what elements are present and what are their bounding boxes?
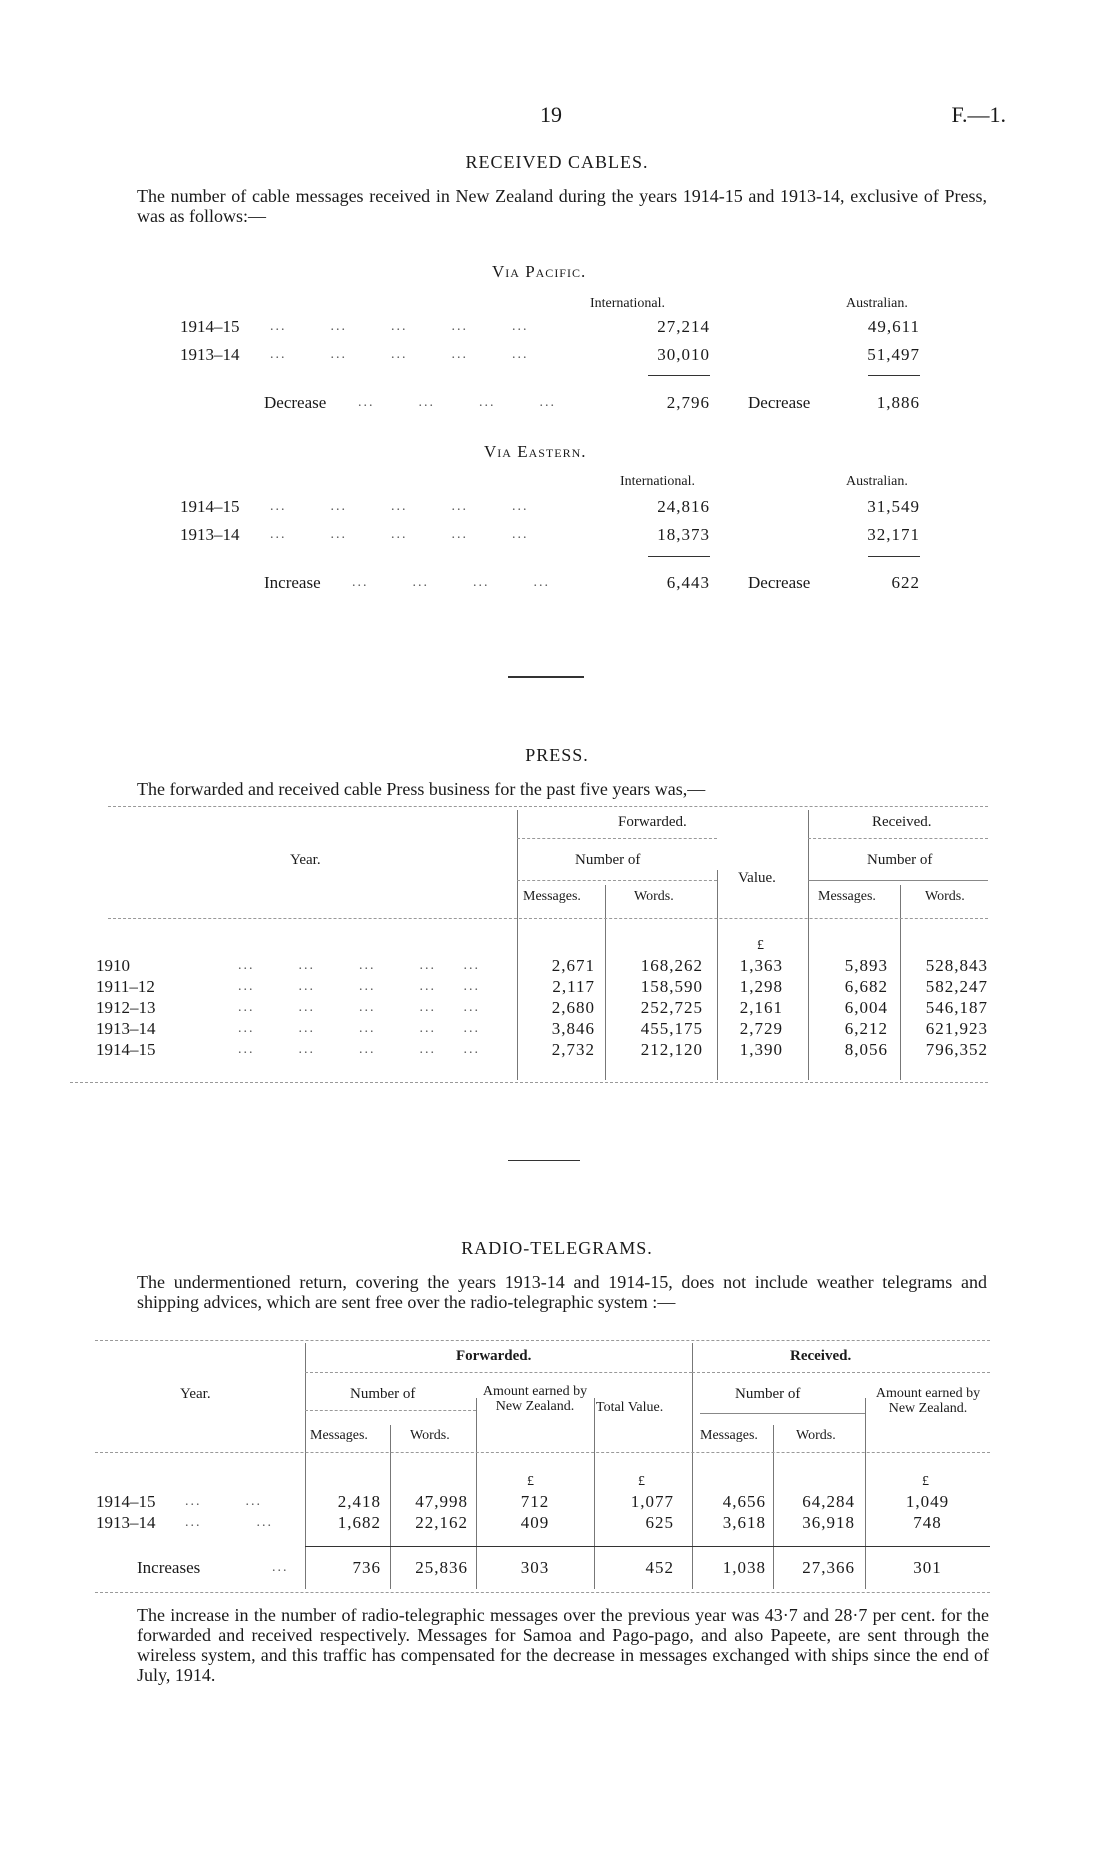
radio-received-header: Received.: [790, 1348, 852, 1364]
leader-dots: ... ... ... ... ...: [238, 958, 480, 973]
press-year-cell: 1910: [96, 956, 130, 975]
radio-fwd-messages-cell: 1,682: [337, 1513, 381, 1532]
table-top-rule: [95, 1340, 990, 1341]
leader-dots: ... ...: [185, 1515, 273, 1530]
press-fwd-messages-cell: 2,732: [551, 1040, 595, 1059]
sum-rule: [868, 375, 920, 376]
eastern-row-year: 1914–15: [180, 497, 240, 516]
header-rule: [305, 1372, 692, 1373]
press-number-of-header: Number of: [575, 852, 641, 868]
radio-rec-words-cell: 36,918: [802, 1513, 855, 1532]
press-fwd-words-cell: 158,590: [640, 977, 703, 996]
eastern-heading: Via Eastern.: [484, 442, 587, 461]
press-fwd-messages-cell: 2,680: [551, 998, 595, 1017]
press-value-cell: 1,363: [739, 956, 783, 975]
eastern-international-value: 18,373: [657, 525, 710, 544]
table-bottom-rule: [70, 1082, 988, 1083]
press-value-cell: 1,298: [739, 977, 783, 996]
radio-increases-label: Increases: [137, 1558, 201, 1577]
radio-rec-amount-cell: 1,049: [905, 1492, 950, 1511]
press-fwd-words-cell: 212,120: [640, 1040, 703, 1059]
press-fwd-messages-cell: 3,846: [551, 1019, 595, 1038]
radio-rec-messages-cell: 3,618: [722, 1513, 766, 1532]
pacific-australian-value: 49,611: [867, 317, 920, 336]
press-rec-words-cell: 546,187: [925, 998, 988, 1017]
pacific-total-australian: 1,886: [876, 393, 920, 412]
header-bottom-rule: [108, 918, 988, 919]
press-fwd-words-cell: 252,725: [640, 998, 703, 1017]
radio-year-cell: 1914–15: [96, 1492, 156, 1511]
radio-increase-amount: 303: [520, 1558, 550, 1577]
header-rule: [517, 838, 717, 839]
press-value-cell: 2,729: [739, 1019, 783, 1038]
pacific-international-value: 27,214: [657, 317, 710, 336]
radio-received-messages-header: Messages.: [700, 1428, 758, 1443]
header-rule: [305, 1410, 476, 1411]
press-value-cell: 2,161: [739, 998, 783, 1017]
column-rule: [692, 1343, 693, 1589]
press-year-header: Year.: [290, 852, 321, 868]
leader-dots: ... ... ... ... ...: [238, 1000, 480, 1015]
radio-rec-words-cell: 64,284: [802, 1492, 855, 1511]
radio-closing-paragraph: The increase in the number of radio-telegraphic messages over the previous year was 43·7 and 28·7 per cent. for the forwarded and received respectively. Messages for Samoa and Pago-pago, and also Papeete, are sent through the wireless system, and this traffic has compensated for the decrease in messages exchanged with ships since the end of July, 1914.: [137, 1605, 989, 1685]
press-year-cell: 1914–15: [96, 1040, 156, 1059]
radio-fwd-words-cell: 22,162: [415, 1513, 468, 1532]
section-divider: [508, 676, 584, 678]
press-rec-words-cell: 621,923: [925, 1019, 988, 1038]
press-fwd-words-cell: 168,262: [640, 956, 703, 975]
column-rule: [305, 1343, 306, 1589]
eastern-total-label2: Decrease: [748, 573, 811, 592]
radio-increase-fwd-words: 25,836: [415, 1558, 468, 1577]
leader-dots: ... ... ... ...: [352, 575, 550, 590]
header-rule: [808, 838, 988, 839]
leader-dots: ... ... ... ... ...: [238, 1021, 480, 1036]
press-received-messages-header: Messages.: [818, 889, 876, 904]
press-words-header: Words.: [634, 889, 674, 904]
press-title: PRESS.: [525, 745, 589, 765]
pacific-heading: Via Pacific.: [492, 262, 587, 281]
eastern-international-value: 24,816: [657, 497, 710, 516]
pacific-row-year: 1914–15: [180, 317, 240, 336]
sum-rule: [868, 556, 920, 557]
radio-total-value-header: Total Value.: [596, 1400, 664, 1415]
radio-amount-cell: 409: [520, 1513, 550, 1532]
radio-received-words-header: Words.: [796, 1428, 836, 1443]
currency-symbol: £: [922, 1474, 929, 1489]
press-forwarded-header: Forwarded.: [618, 814, 687, 830]
radio-total-value-cell: 1,077: [630, 1492, 674, 1511]
radio-amount-cell: 712: [520, 1492, 550, 1511]
leader-dots: ... ... ... ... ...: [270, 499, 529, 514]
pacific-row-year: 1913–14: [180, 345, 240, 364]
eastern-total-international: 6,443: [666, 573, 710, 592]
press-rec-messages-cell: 5,893: [844, 956, 888, 975]
leader-dots: ...: [272, 1560, 289, 1575]
table-top-rule: [108, 806, 988, 807]
radio-rec-messages-cell: 4,656: [722, 1492, 766, 1511]
radio-messages-header: Messages.: [310, 1428, 368, 1443]
press-messages-header: Messages.: [523, 889, 581, 904]
pacific-total-label2: Decrease: [748, 393, 811, 412]
eastern-australian-value: 32,171: [867, 525, 920, 544]
received-cables-intro: The number of cable messages received in New Zealand during the years 1914-15 and 1913-14, exclusive of Press, was as follows:—: [137, 186, 987, 226]
press-rec-messages-cell: 6,212: [844, 1019, 888, 1038]
radio-year-header: Year.: [180, 1386, 211, 1402]
radio-fwd-messages-cell: 2,418: [337, 1492, 381, 1511]
page-number: 19: [540, 102, 562, 127]
sum-rule: [305, 1546, 990, 1547]
currency-symbol: £: [527, 1474, 534, 1489]
header-rule: [517, 880, 717, 881]
press-year-cell: 1913–14: [96, 1019, 156, 1038]
currency-symbol: £: [638, 1474, 645, 1489]
radio-words-header: Words.: [410, 1428, 450, 1443]
eastern-australian-value: 31,549: [867, 497, 920, 516]
header-bottom-rule: [95, 1452, 990, 1453]
press-received-words-header: Words.: [925, 889, 965, 904]
pacific-col-international: International.: [590, 296, 666, 311]
press-rec-words-cell: 796,352: [925, 1040, 988, 1059]
pacific-international-value: 30,010: [657, 345, 710, 364]
press-rec-words-cell: 582,247: [925, 977, 988, 996]
radio-intro: The undermentioned return, covering the years 1913-14 and 1914-15, does not include weather telegrams and shipping advices, which are sent free over the radio-telegraphic system :—: [137, 1272, 987, 1312]
press-fwd-words-cell: 455,175: [640, 1019, 703, 1038]
pacific-australian-value: 51,497: [867, 345, 920, 364]
press-fwd-messages-cell: 2,117: [552, 977, 595, 996]
leader-dots: ... ... ... ... ...: [238, 1042, 480, 1057]
radio-forwarded-header: Forwarded.: [456, 1348, 532, 1364]
radio-increase-total-value: 452: [645, 1558, 674, 1577]
radio-total-value-cell: 625: [645, 1513, 674, 1532]
press-year-cell: 1912–13: [96, 998, 156, 1017]
press-rec-messages-cell: 6,004: [844, 998, 888, 1017]
press-value-cell: 1,390: [739, 1040, 783, 1059]
received-cables-title: RECEIVED CABLES.: [465, 152, 649, 172]
eastern-total-label: Increase: [264, 573, 321, 592]
press-intro: The forwarded and received cable Press business for the past five years was,—: [137, 779, 706, 799]
press-rec-messages-cell: 8,056: [844, 1040, 888, 1059]
leader-dots: ... ... ... ... ...: [270, 527, 529, 542]
header-rule: [808, 880, 988, 881]
radio-increase-rec-messages: 1,038: [722, 1558, 766, 1577]
radio-number-of-received-header: Number of: [735, 1386, 801, 1402]
press-fwd-messages-cell: 2,671: [551, 956, 595, 975]
pacific-total-label: Decrease: [264, 393, 327, 412]
document-code: F.—1.: [951, 102, 1006, 127]
radio-title: RADIO-TELEGRAMS.: [461, 1238, 653, 1258]
pacific-col-australian: Australian.: [846, 296, 908, 311]
table-bottom-rule: [95, 1592, 990, 1593]
press-value-header: Value.: [738, 870, 776, 886]
radio-increase-fwd-messages: 736: [352, 1558, 381, 1577]
press-received-header: Received.: [872, 814, 932, 830]
eastern-col-international: International.: [620, 474, 696, 489]
sum-rule: [648, 375, 710, 376]
radio-increase-rec-words: 27,366: [802, 1558, 855, 1577]
eastern-total-australian: 622: [891, 573, 920, 592]
press-year-cell: 1911–12: [96, 977, 155, 996]
press-number-of-received-header: Number of: [867, 852, 933, 868]
radio-amount-header: Amount earned by New Zealand.: [482, 1384, 588, 1414]
radio-number-of-header: Number of: [350, 1386, 416, 1402]
radio-year-cell: 1913–14: [96, 1513, 156, 1532]
sum-rule: [648, 556, 710, 557]
leader-dots: ... ... ... ... ...: [270, 347, 529, 362]
leader-dots: ... ...: [185, 1494, 262, 1509]
radio-received-amount-header: Amount earned by New Zealand.: [875, 1386, 981, 1416]
header-rule: [692, 1372, 990, 1373]
leader-dots: ... ... ... ...: [358, 395, 556, 410]
radio-increase-rec-amount: 301: [913, 1558, 942, 1577]
leader-dots: ... ... ... ... ...: [238, 979, 480, 994]
press-rec-messages-cell: 6,682: [844, 977, 888, 996]
radio-fwd-words-cell: 47,998: [415, 1492, 468, 1511]
eastern-col-australian: Australian.: [846, 474, 908, 489]
press-rec-words-cell: 528,843: [925, 956, 988, 975]
leader-dots: ... ... ... ... ...: [270, 319, 529, 334]
pacific-total-international: 2,796: [666, 393, 710, 412]
eastern-row-year: 1913–14: [180, 525, 240, 544]
radio-rec-amount-cell: 748: [913, 1513, 942, 1532]
section-divider: [508, 1160, 580, 1161]
header-rule: [700, 1413, 865, 1414]
currency-symbol: £: [757, 938, 764, 953]
